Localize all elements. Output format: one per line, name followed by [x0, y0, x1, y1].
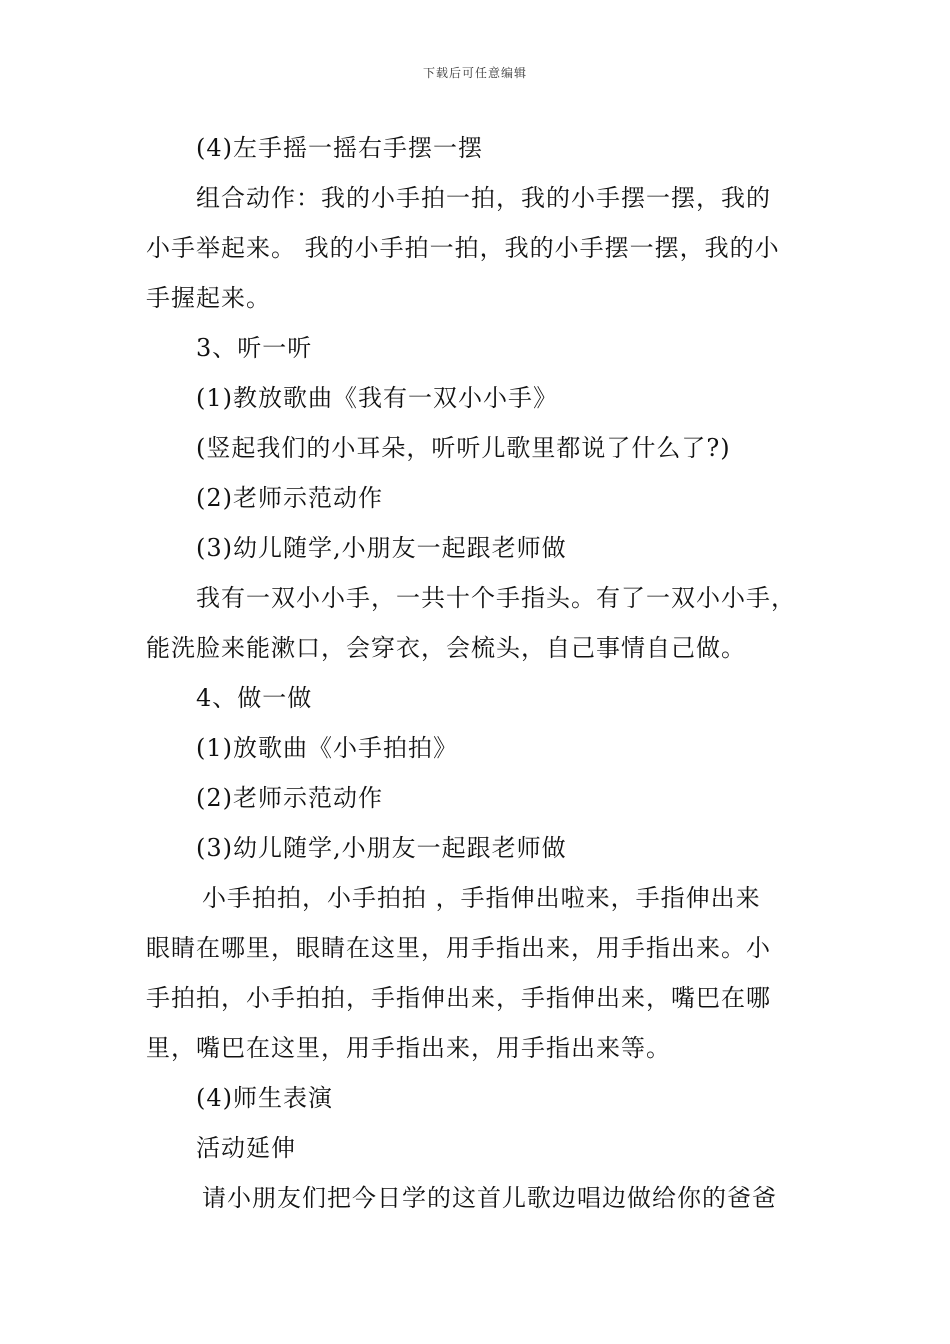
text-line: 4、做一做 — [196, 684, 313, 712]
text-line: 组合动作：我的小手拍一拍，我的小手摆一摆，我的 — [196, 184, 771, 212]
text-line: (1)教放歌曲《我有一双小小手》 — [196, 384, 558, 412]
text-line: (3)幼儿随学,小朋友一起跟老师做 — [196, 834, 567, 862]
text-line: (3)幼儿随学,小朋友一起跟老师做 — [196, 534, 567, 562]
text-line: (2)老师示范动作 — [196, 784, 383, 812]
text-line: (2)老师示范动作 — [196, 484, 383, 512]
text-line: 我有一双小小手，一共十个手指头。有了一双小小手， — [196, 584, 796, 612]
text-line: 3、听一听 — [196, 334, 313, 362]
text-line: 里，嘴巴在这里，用手指出来，用手指出来等。 — [146, 1034, 671, 1062]
page-header: 下载后可任意编辑 — [422, 66, 527, 80]
text-line: (4)师生表演 — [196, 1084, 333, 1112]
text-line: 小手拍拍，小手拍拍 ，手指伸出啦来，手指伸出来 — [202, 884, 761, 912]
text-line: (1)放歌曲《小手拍拍》 — [196, 734, 458, 762]
text-line: (4)左手摇一摇右手摆一摆 — [196, 134, 483, 162]
text-line: 手握起来。 — [146, 284, 271, 312]
text-line: 小手举起来。 我的小手拍一拍，我的小手摆一摆，我的小 — [146, 234, 780, 262]
text-line: 能洗脸来能漱口，会穿衣，会梳头，自己事情自己做。 — [146, 634, 746, 662]
text-line: 活动延伸 — [196, 1134, 296, 1162]
text-line: 眼睛在哪里，眼睛在这里，用手指出来，用手指出来。小 — [146, 934, 771, 962]
text-line: 请小朋友们把今日学的这首儿歌边唱边做给你的爸爸 — [202, 1184, 777, 1212]
document-body — [146, 123, 816, 1223]
text-line: (竖起我们的小耳朵，听听儿歌里都说了什么了?) — [196, 434, 731, 462]
text-line: 手拍拍，小手拍拍，手指伸出来，手指伸出来，嘴巴在哪 — [146, 984, 771, 1012]
